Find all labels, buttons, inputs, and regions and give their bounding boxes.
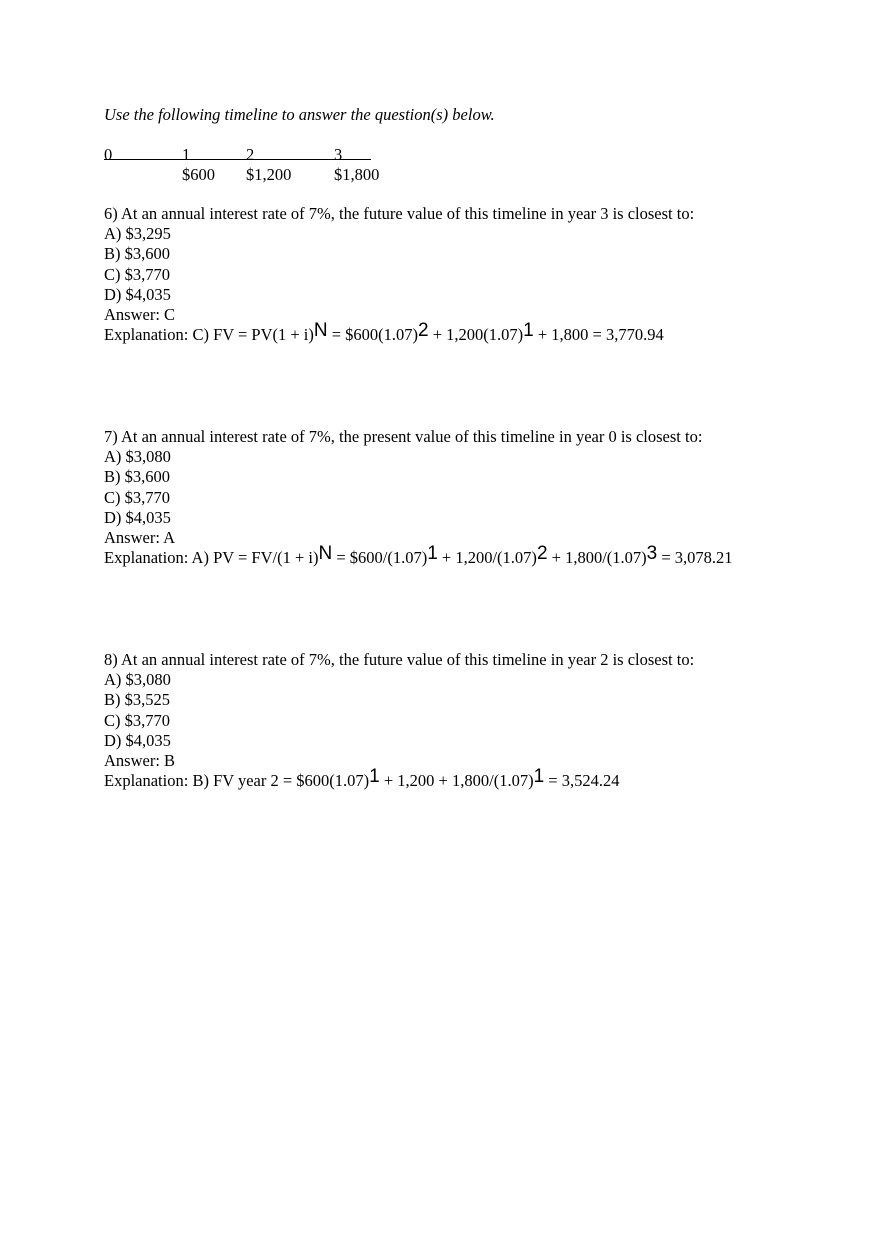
answer: Answer: B — [104, 751, 176, 771]
question-prompt: 6) At an annual interest rate of 7%, the future value of this timeline in year 3 is closest to: — [104, 204, 695, 223]
option-d: D) $4,035 — [104, 284, 171, 304]
question-prompt: 7) At an annual interest rate of 7%, the present value of this timeline in year 0 is closest to: — [104, 427, 703, 446]
option-a: A) $3,295 — [104, 224, 171, 244]
option-c: C) $3,770 — [104, 264, 170, 284]
timeline-period-1: 1 — [182, 145, 191, 164]
option-c: C) $3,770 — [104, 710, 170, 730]
option-d: D) $4,035 — [104, 507, 171, 527]
question-6 — [104, 204, 694, 345]
option-d: D) $4,035 — [104, 730, 171, 750]
option-b: B) $3,600 — [104, 244, 170, 264]
cash-flow-timeline — [104, 145, 404, 185]
option-c: C) $3,770 — [104, 487, 170, 507]
timeline-amount-2: $1,200 — [246, 165, 292, 184]
option-a: A) $3,080 — [104, 447, 171, 467]
question-7 — [104, 427, 733, 568]
timeline-line — [104, 159, 371, 160]
timeline-amount-3: $1,800 — [334, 165, 380, 184]
instructions: Use the following timeline to answer the question(s) below. — [104, 105, 495, 124]
timeline-period-0: 0 — [104, 145, 113, 164]
explanation: Explanation: A) PV = FV/(1 + i)N = $600/(1.07)1 + 1,200/(1.07)2 + 1,800/(1.07)3 = 3,078.21 — [104, 543, 733, 568]
answer: Answer: C — [104, 305, 176, 325]
option-b: B) $3,525 — [104, 690, 170, 710]
explanation: Explanation: C) FV = PV(1 + i)N = $600(1.07)2 + 1,200(1.07)1 + 1,800 = 3,770.94 — [104, 320, 664, 345]
timeline-period-3: 3 — [334, 145, 343, 164]
timeline-period-2: 2 — [246, 145, 255, 164]
question-prompt: 8) At an annual interest rate of 7%, the future value of this timeline in year 2 is closest to: — [104, 650, 695, 669]
question-8 — [104, 650, 694, 791]
explanation: Explanation: B) FV year 2 = $600(1.07)1 + 1,200 + 1,800/(1.07)1 = 3,524.24 — [104, 766, 620, 791]
option-b: B) $3,600 — [104, 467, 170, 487]
option-a: A) $3,080 — [104, 670, 171, 690]
answer: Answer: A — [104, 528, 176, 548]
timeline-amount-1: $600 — [182, 165, 215, 184]
